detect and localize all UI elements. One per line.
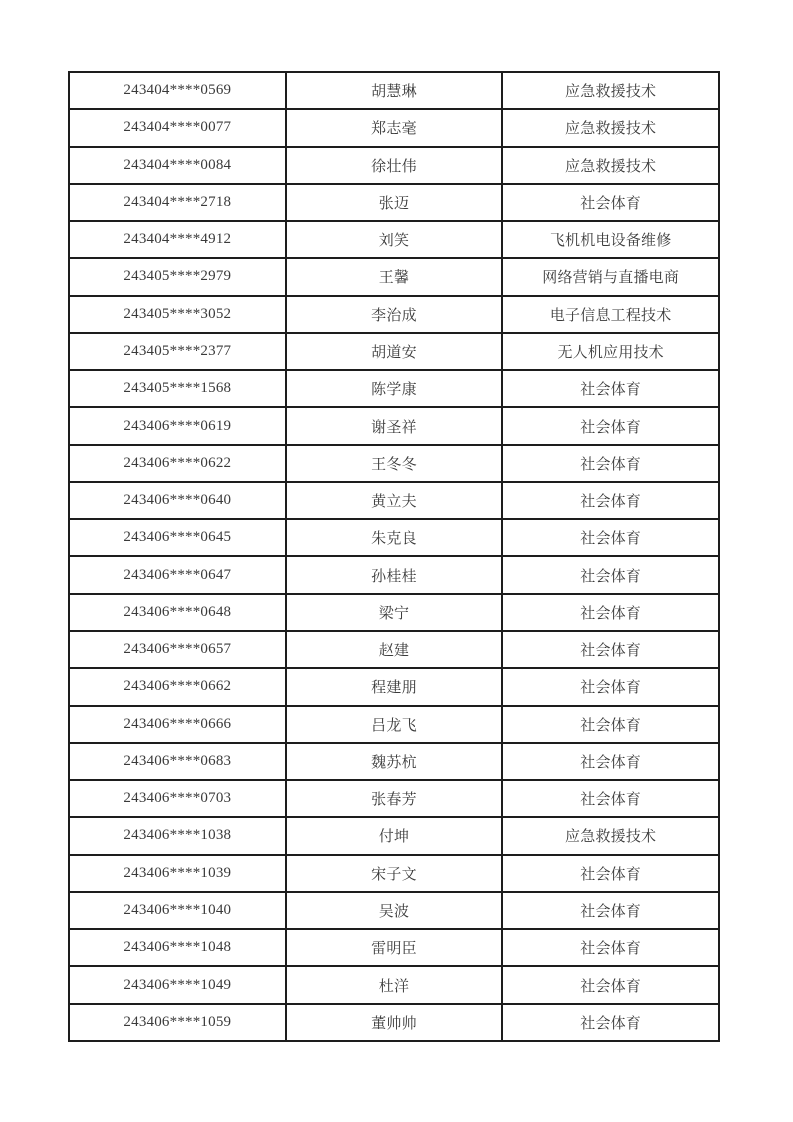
cell-id: 243406****1048 <box>69 929 286 966</box>
cell-name: 张春芳 <box>286 780 503 817</box>
table-row <box>69 445 719 482</box>
cell-name: 雷明臣 <box>286 929 503 966</box>
cell-major: 社会体育 <box>502 482 719 519</box>
cell-major: 应急救援技术 <box>502 109 719 146</box>
cell-major: 社会体育 <box>502 706 719 743</box>
cell-name: 陈学康 <box>286 370 503 407</box>
cell-id: 243404****2718 <box>69 184 286 221</box>
student-roster-table <box>68 71 720 1042</box>
cell-name: 吴波 <box>286 892 503 929</box>
table-row <box>69 333 719 370</box>
table-row <box>69 519 719 556</box>
cell-name: 王馨 <box>286 258 503 295</box>
cell-major: 社会体育 <box>502 855 719 892</box>
cell-name: 董帅帅 <box>286 1004 503 1041</box>
cell-name: 杜洋 <box>286 966 503 1003</box>
cell-name: 梁宁 <box>286 594 503 631</box>
table-row <box>69 855 719 892</box>
cell-id: 243406****1038 <box>69 817 286 854</box>
cell-major: 社会体育 <box>502 892 719 929</box>
cell-id: 243404****0077 <box>69 109 286 146</box>
cell-id: 243406****0619 <box>69 407 286 444</box>
cell-major: 社会体育 <box>502 743 719 780</box>
cell-id: 243406****1049 <box>69 966 286 1003</box>
table-row <box>69 221 719 258</box>
roster-table-container <box>68 71 720 1042</box>
cell-id: 243404****4912 <box>69 221 286 258</box>
table-row <box>69 72 719 109</box>
cell-name: 张迈 <box>286 184 503 221</box>
cell-id: 243406****1040 <box>69 892 286 929</box>
table-row <box>69 370 719 407</box>
table-row <box>69 184 719 221</box>
roster-table-body <box>69 72 719 1041</box>
cell-id: 243405****1568 <box>69 370 286 407</box>
table-row <box>69 631 719 668</box>
cell-major: 飞机机电设备维修 <box>502 221 719 258</box>
cell-major: 社会体育 <box>502 929 719 966</box>
cell-major: 社会体育 <box>502 407 719 444</box>
cell-name: 黄立夫 <box>286 482 503 519</box>
cell-id: 243406****0645 <box>69 519 286 556</box>
cell-major: 无人机应用技术 <box>502 333 719 370</box>
cell-major: 社会体育 <box>502 780 719 817</box>
cell-id: 243405****2979 <box>69 258 286 295</box>
cell-id: 243406****1039 <box>69 855 286 892</box>
cell-id: 243406****0666 <box>69 706 286 743</box>
cell-major: 应急救援技术 <box>502 817 719 854</box>
cell-name: 胡慧琳 <box>286 72 503 109</box>
table-row <box>69 1004 719 1041</box>
cell-name: 孙桂桂 <box>286 556 503 593</box>
cell-id: 243406****0703 <box>69 780 286 817</box>
cell-major: 社会体育 <box>502 631 719 668</box>
table-row <box>69 668 719 705</box>
cell-name: 赵建 <box>286 631 503 668</box>
table-row <box>69 817 719 854</box>
cell-major: 网络营销与直播电商 <box>502 258 719 295</box>
cell-id: 243406****0657 <box>69 631 286 668</box>
cell-name: 王冬冬 <box>286 445 503 482</box>
cell-id: 243406****0662 <box>69 668 286 705</box>
cell-major: 社会体育 <box>502 519 719 556</box>
cell-major: 社会体育 <box>502 668 719 705</box>
table-row <box>69 929 719 966</box>
table-row <box>69 482 719 519</box>
cell-major: 社会体育 <box>502 370 719 407</box>
cell-major: 应急救援技术 <box>502 72 719 109</box>
cell-id: 243405****2377 <box>69 333 286 370</box>
cell-name: 李治成 <box>286 296 503 333</box>
cell-name: 徐壮伟 <box>286 147 503 184</box>
cell-id: 243406****0640 <box>69 482 286 519</box>
cell-id: 243405****3052 <box>69 296 286 333</box>
table-row <box>69 556 719 593</box>
cell-name: 胡道安 <box>286 333 503 370</box>
cell-major: 社会体育 <box>502 594 719 631</box>
cell-id: 243406****1059 <box>69 1004 286 1041</box>
table-row <box>69 594 719 631</box>
cell-id: 243406****0683 <box>69 743 286 780</box>
cell-name: 吕龙飞 <box>286 706 503 743</box>
table-row <box>69 780 719 817</box>
cell-major: 社会体育 <box>502 556 719 593</box>
cell-name: 郑志毫 <box>286 109 503 146</box>
cell-major: 应急救援技术 <box>502 147 719 184</box>
table-row <box>69 296 719 333</box>
table-row <box>69 966 719 1003</box>
cell-id: 243406****0622 <box>69 445 286 482</box>
cell-major: 电子信息工程技术 <box>502 296 719 333</box>
cell-id: 243406****0647 <box>69 556 286 593</box>
table-row <box>69 706 719 743</box>
cell-id: 243404****0084 <box>69 147 286 184</box>
cell-id: 243404****0569 <box>69 72 286 109</box>
table-row <box>69 743 719 780</box>
table-row <box>69 407 719 444</box>
cell-name: 宋子文 <box>286 855 503 892</box>
table-row <box>69 892 719 929</box>
cell-name: 付坤 <box>286 817 503 854</box>
cell-major: 社会体育 <box>502 445 719 482</box>
table-row <box>69 147 719 184</box>
cell-name: 谢圣祥 <box>286 407 503 444</box>
cell-name: 程建朋 <box>286 668 503 705</box>
cell-name: 刘笑 <box>286 221 503 258</box>
cell-name: 朱克良 <box>286 519 503 556</box>
cell-major: 社会体育 <box>502 1004 719 1041</box>
cell-major: 社会体育 <box>502 184 719 221</box>
cell-id: 243406****0648 <box>69 594 286 631</box>
cell-major: 社会体育 <box>502 966 719 1003</box>
table-row <box>69 109 719 146</box>
table-row <box>69 258 719 295</box>
cell-name: 魏苏杭 <box>286 743 503 780</box>
